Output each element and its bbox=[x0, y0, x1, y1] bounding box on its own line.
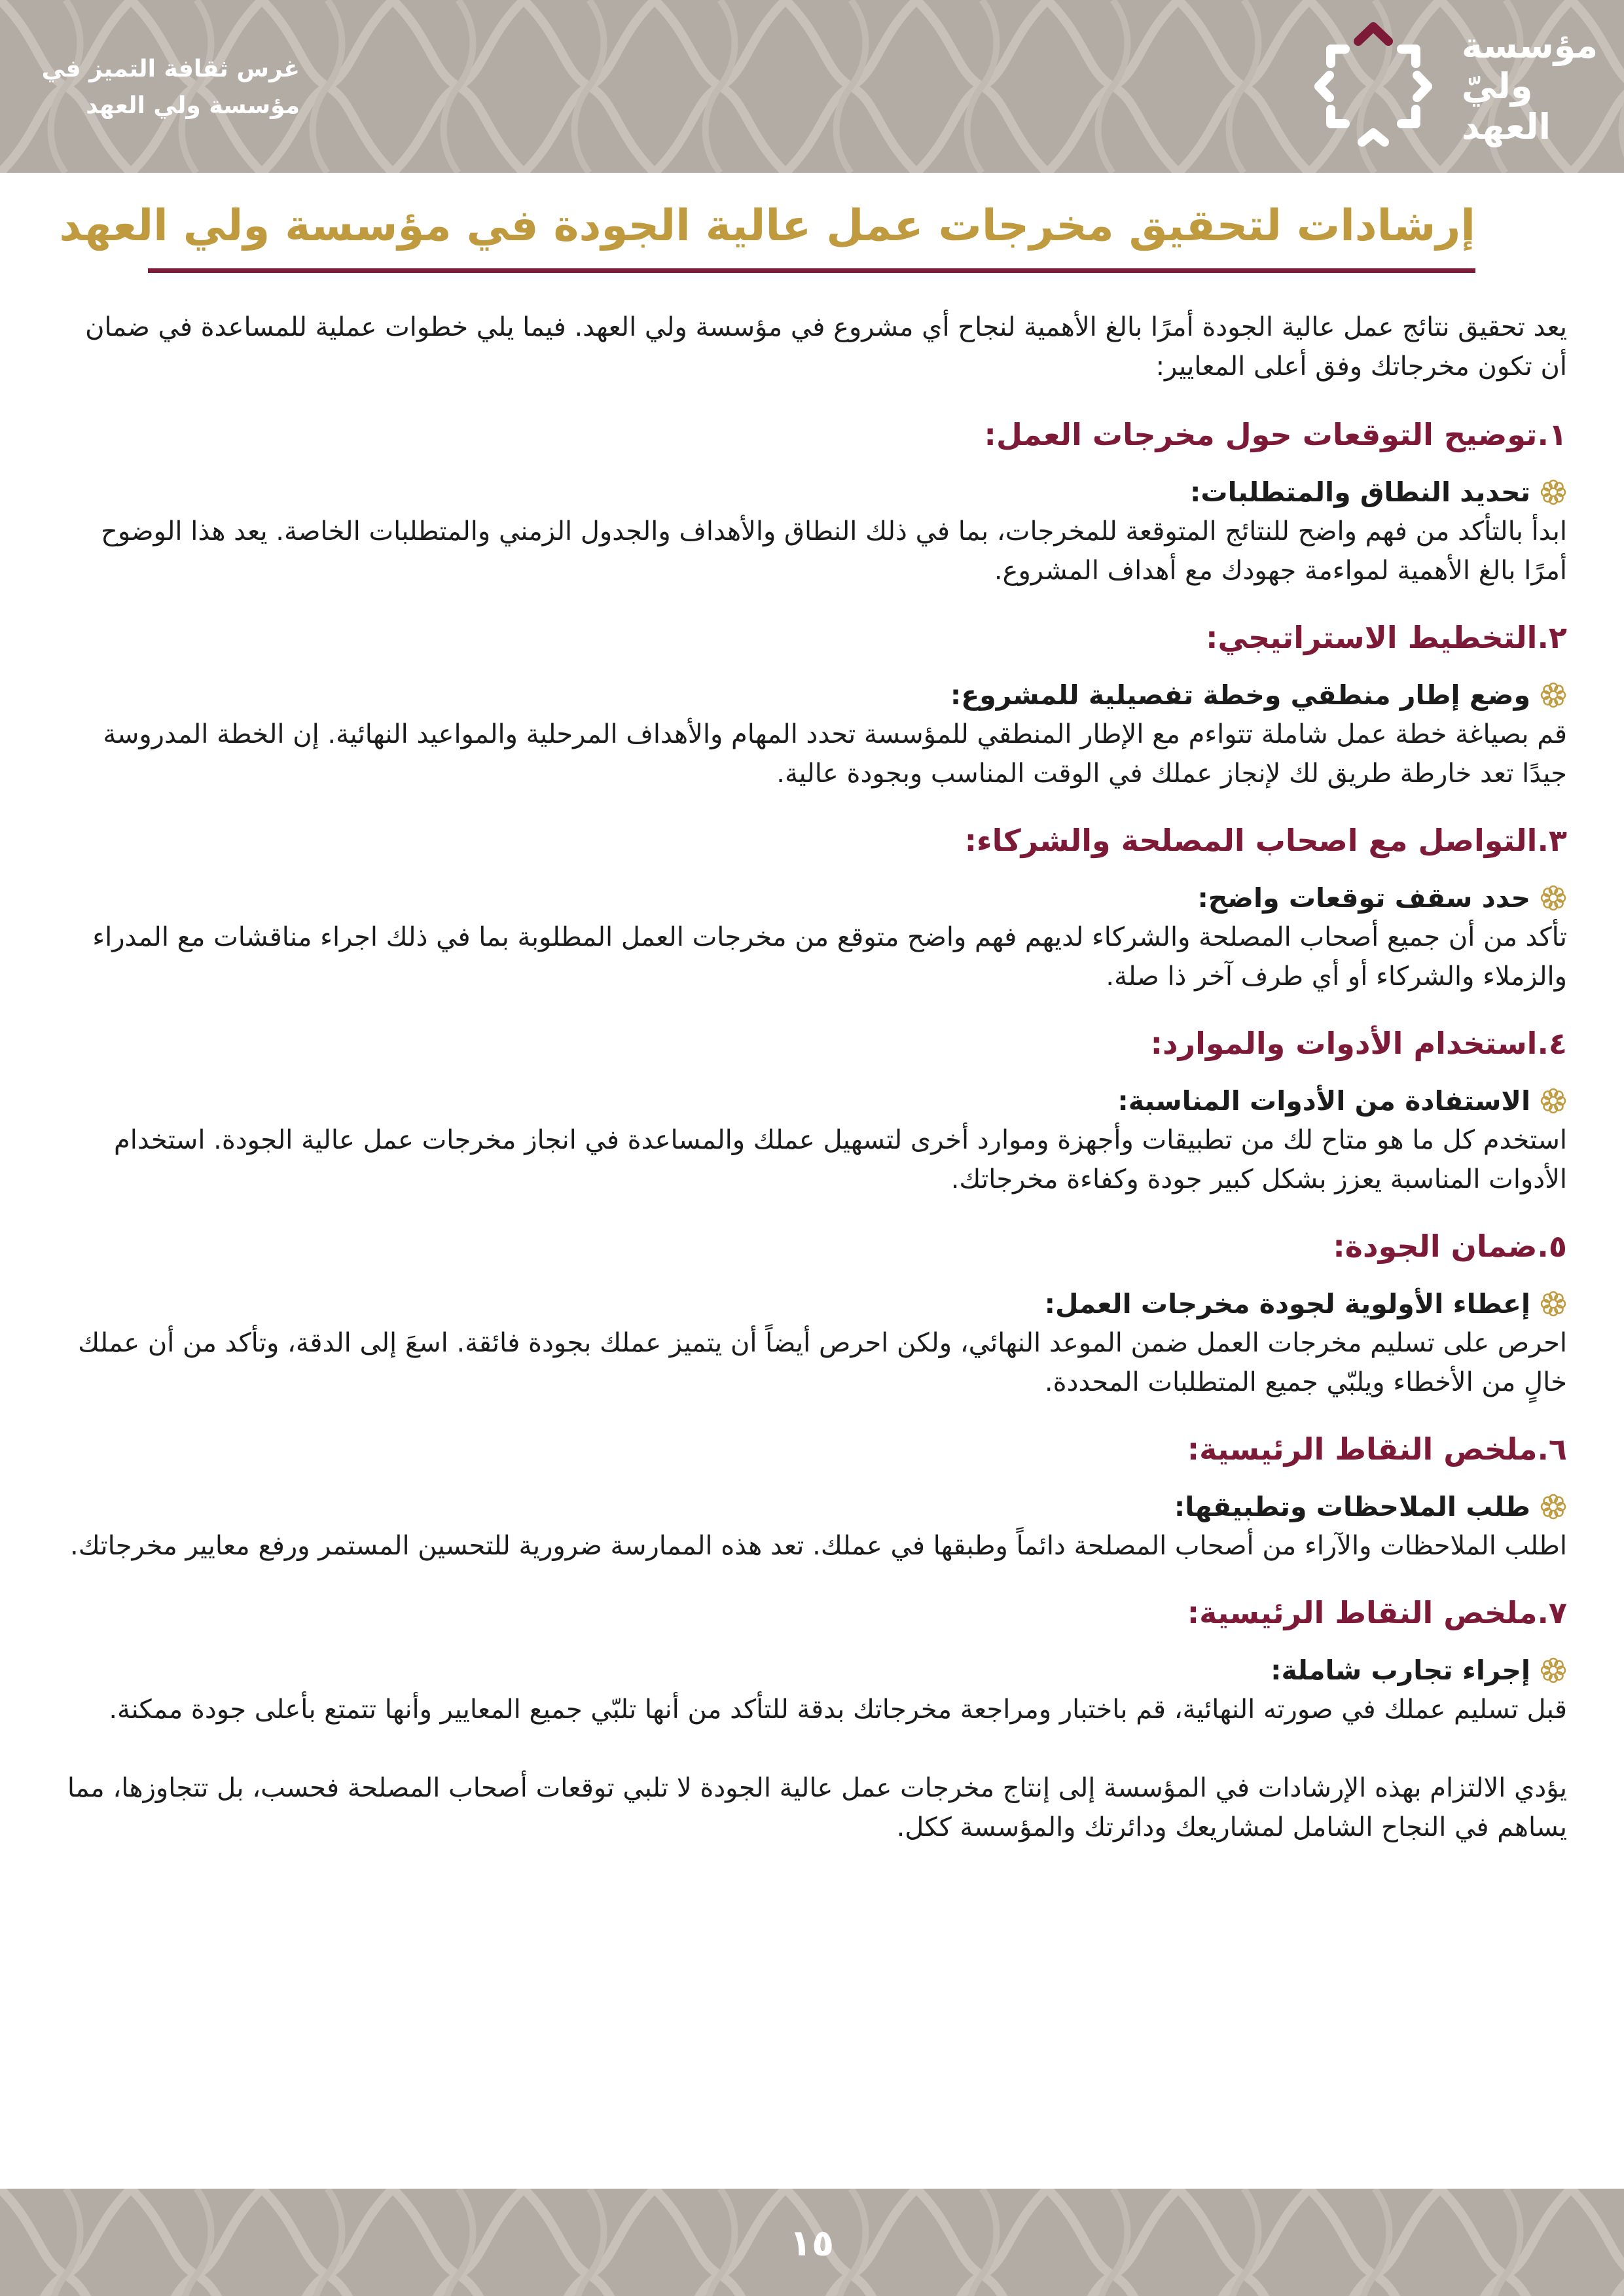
section-subheading bbox=[60, 1081, 1567, 1121]
section-subheading bbox=[60, 1284, 1567, 1323]
section-body: احرص على تسليم مخرجات العمل ضمن الموعد النهائي، ولكن احرص أيضاً أن يتميز عملك بجودة فائقة. اسعَ إلى الدقة، وتأكد من أن عملك خالٍ من الأخطاء ويلبّي جميع المتطلبات المحددة. bbox=[78, 1328, 1567, 1397]
brand-block bbox=[1305, 14, 1598, 158]
section-heading: ٢.التخطيط الاستراتيجي: bbox=[1206, 620, 1567, 655]
flower-bullet-icon bbox=[1540, 1290, 1567, 1318]
section-subheading-text: إجراء تجارب شاملة: bbox=[1271, 1655, 1530, 1686]
section-6 bbox=[60, 1426, 1567, 1566]
tagline bbox=[25, 51, 300, 124]
section-subheading-text: الاستفادة من الأدوات المناسبة: bbox=[1117, 1085, 1530, 1117]
section-subheading-text: وضع إطار منطقي وخطة تفصيلية للمشروع: bbox=[950, 679, 1530, 711]
section-body: قبل تسليم عملك في صورته النهائية، قم باختبار ومراجعة مخرجاتك بدقة للتأكد من أنها تلبّي جميع المعايير وأنها تتمتع بأعلى جودة ممكنة. bbox=[109, 1695, 1567, 1725]
flower-bullet-icon bbox=[1540, 478, 1567, 506]
flower-bullet-icon bbox=[1540, 681, 1567, 709]
flower-bullet-icon bbox=[1540, 1087, 1567, 1115]
tagline-line-1: غرس ثقافة التميز في bbox=[41, 56, 300, 82]
section-subheading bbox=[60, 473, 1567, 512]
section-heading: ٧.ملخص النقاط الرئيسية: bbox=[1187, 1595, 1567, 1630]
section-heading: ٥.ضمان الجودة: bbox=[1333, 1229, 1567, 1264]
intro-paragraph: يعد تحقيق نتائج عمل عالية الجودة أمرًا بالغ الأهمية لنجاح أي مشروع في مؤسسة ولي العهد. فيما يلي خطوات عملية للمساعدة في ضمان أن تكون مخرجاتك وفق أعلى المعايير: bbox=[85, 312, 1567, 382]
section-2 bbox=[60, 614, 1567, 793]
footer-band bbox=[0, 2189, 1624, 2296]
page-number: ١٥ bbox=[789, 2222, 835, 2265]
section-subheading bbox=[60, 675, 1567, 715]
section-subheading-text: طلب الملاحظات وتطبيقها: bbox=[1174, 1491, 1530, 1522]
brand-name-line-1: مؤسسة bbox=[1461, 25, 1598, 66]
section-heading: ٦.ملخص النقاط الرئيسية: bbox=[1187, 1431, 1567, 1467]
document-body bbox=[60, 308, 1567, 1847]
section-subheading-text: تحديد النطاق والمتطلبات: bbox=[1190, 476, 1530, 508]
section-body: تأكد من أن جميع أصحاب المصلحة والشركاء لديهم فهم واضح متوقع من مخرجات العمل المطلوبة بما في ذلك اجراء مناقشات مع المدراء والزملاء والشركاء أو أي طرف آخر ذا صلة. bbox=[92, 922, 1567, 992]
section-body: ابدأ بالتأكد من فهم واضح للنتائج المتوقعة للمخرجات، بما في ذلك النطاق والأهداف والجدول الزمني والمتطلبات الخاصة. يعد هذا الوضوح أمرًا بالغ الأهمية لمواءمة جهودك مع أهداف المشروع. bbox=[101, 516, 1567, 586]
brand-name bbox=[1462, 26, 1598, 147]
section-7 bbox=[60, 1589, 1567, 1729]
section-1 bbox=[60, 411, 1567, 590]
section-subheading bbox=[60, 1487, 1567, 1526]
header-band bbox=[0, 0, 1624, 173]
brand-name-line-3: العهد bbox=[1461, 106, 1551, 147]
flower-bullet-icon bbox=[1540, 884, 1567, 912]
section-body: اطلب الملاحظات والآراء من أصحاب المصلحة دائماً وطبقها في عملك. تعد هذه الممارسة ضرورية للتحسين المستمر ورفع معايير مخرجاتك. bbox=[70, 1531, 1567, 1561]
section-heading: ١.توضيح التوقعات حول مخرجات العمل: bbox=[984, 417, 1567, 452]
section-subheading bbox=[60, 1651, 1567, 1690]
section-subheading bbox=[60, 878, 1567, 918]
foundation-logo-icon bbox=[1305, 18, 1442, 155]
title-block bbox=[59, 190, 1475, 273]
section-5 bbox=[60, 1223, 1567, 1402]
section-heading: ٣.التواصل مع اصحاب المصلحة والشركاء: bbox=[964, 823, 1567, 858]
section-subheading-text: إعطاء الأولوية لجودة مخرجات العمل: bbox=[1044, 1288, 1530, 1319]
tagline-line-2: مؤسسة ولي العهد bbox=[86, 92, 300, 119]
title-underline bbox=[148, 268, 1475, 273]
closing-paragraph: يؤدي الالتزام بهذه الإرشادات في المؤسسة إلى إنتاج مخرجات عمل عالية الجودة لا تلبي توقعات أصحاب المصلحة فحسب، بل تتجاوزها، مما يساهم في النجاح الشامل لمشاريعك ودائرتك والمؤسسة ككل. bbox=[67, 1773, 1567, 1842]
brand-name-line-2: وليّ bbox=[1461, 65, 1533, 107]
section-body: قم بصياغة خطة عمل شاملة تتواءم مع الإطار المنطقي للمؤسسة تحدد المهام والأهداف المرحلية والمواعيد النهائية. إن الخطة المدروسة جيدًا تعد خارطة طريق لك لإنجاز عملك في الوقت المناسب وبجودة عالية. bbox=[103, 719, 1567, 789]
section-3 bbox=[60, 817, 1567, 996]
section-body: استخدم كل ما هو متاح لك من تطبيقات وأجهزة وموارد أخرى لتسهيل عملك والمساعدة في انجاز مخرجات عمل عالية الجودة. استخدام الأدوات المناسبة يعزز بشكل كبير جودة وكفاءة مخرجاتك. bbox=[114, 1125, 1567, 1194]
section-subheading-text: حدد سقف توقعات واضح: bbox=[1197, 882, 1530, 914]
page-title: إرشادات لتحقيق مخرجات عمل عالية الجودة في مؤسسة ولي العهد bbox=[59, 200, 1475, 251]
section-4 bbox=[60, 1020, 1567, 1199]
flower-bullet-icon bbox=[1540, 1493, 1567, 1520]
section-heading: ٤.استخدام الأدوات والموارد: bbox=[1150, 1026, 1567, 1061]
flower-bullet-icon bbox=[1540, 1657, 1567, 1684]
